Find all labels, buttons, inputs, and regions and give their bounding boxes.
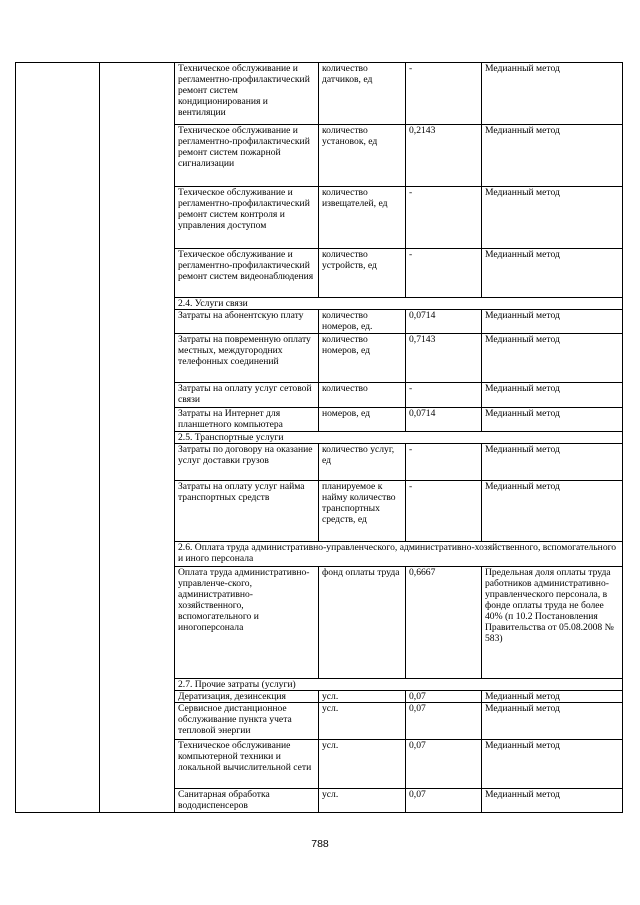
section-heading: 2.6. Оплата труда административно-управленческого, административно-хозяйственного, вспомогательного и иного персонала	[175, 542, 623, 567]
cost-name-cell: Затраты на оплату услуг сетовой связи	[175, 383, 319, 408]
unit-cell: количество услуг, ед	[319, 444, 406, 481]
value-cell: 0,6667	[406, 567, 482, 679]
method-cell: Предельная доля оплаты труда работников административно-управленческого персонала, в фонде оплаты труда не более 40% (п 10.2 Постановления Правительства от 05.08.2008 № 583)	[482, 567, 623, 679]
method-cell: Медианный метод	[482, 383, 623, 408]
cost-name-cell: Дератизация, дезинсекция	[175, 691, 319, 703]
method-cell: Медианный метод	[482, 481, 623, 542]
method-cell: Медианный метод	[482, 789, 623, 813]
unit-cell: усл.	[319, 691, 406, 703]
cost-name-cell: Техническое обслуживание и регламентно-профилактический ремонт систем пожарной сигнализации	[175, 125, 319, 187]
unit-cell: усл.	[319, 789, 406, 813]
value-cell: -	[406, 383, 482, 408]
section-heading: 2.5. Транспортные услуги	[175, 432, 623, 444]
value-cell: 0,0714	[406, 408, 482, 432]
method-cell: Медианный метод	[482, 125, 623, 187]
unit-cell: планируемое к найму количество транспортных средств, ед	[319, 481, 406, 542]
cost-name-cell: Затраты на оплату услуг найма транспортных средств	[175, 481, 319, 542]
method-cell: Медианный метод	[482, 249, 623, 298]
method-cell: Медианный метод	[482, 444, 623, 481]
blank-column-1	[16, 63, 100, 813]
value-cell: -	[406, 63, 482, 125]
value-cell: 0,2143	[406, 125, 482, 187]
method-cell: Медианный метод	[482, 703, 623, 740]
method-cell: Медианный метод	[482, 408, 623, 432]
method-cell: Медианный метод	[482, 310, 623, 334]
blank-column-2	[100, 63, 175, 813]
value-cell: 0,07	[406, 740, 482, 789]
value-cell: 0,0714	[406, 310, 482, 334]
page-number: 788	[311, 838, 329, 850]
cost-name-cell: Затраты по договору на оказание услуг доставки грузов	[175, 444, 319, 481]
cost-name-cell: Санитарная обработка вододиспенсеров	[175, 789, 319, 813]
method-cell: Медианный метод	[482, 187, 623, 249]
unit-cell: количество	[319, 383, 406, 408]
value-cell: 0,07	[406, 703, 482, 740]
value-cell: 0,07	[406, 789, 482, 813]
cost-name-cell: Техническое обслуживание и регламентно-профилактический ремонт систем кондиционирования и вентиляции	[175, 63, 319, 125]
unit-cell: количество номеров, ед.	[319, 310, 406, 334]
unit-cell: количество извещателей, ед	[319, 187, 406, 249]
value-cell: 0,07	[406, 691, 482, 703]
unit-cell: фонд оплаты труда	[319, 567, 406, 679]
cost-name-cell: Затраты на повременную оплату местных, междугородних телефонных соединений	[175, 334, 319, 383]
value-cell: -	[406, 249, 482, 298]
unit-cell: усл.	[319, 703, 406, 740]
cost-norms-table	[15, 62, 623, 813]
value-cell: -	[406, 481, 482, 542]
method-cell: Медианный метод	[482, 740, 623, 789]
cost-name-cell: Сервисное дистанционное обслуживание пункта учета тепловой энергии	[175, 703, 319, 740]
method-cell: Медианный метод	[482, 691, 623, 703]
section-heading: 2.4. Услуги связи	[175, 298, 623, 310]
value-cell: -	[406, 444, 482, 481]
cost-name-cell: Оплата труда административно-управленче-ского, административно-хозяйственного, вспомогательного и иногоперсонала	[175, 567, 319, 679]
unit-cell: количество устройств, ед	[319, 249, 406, 298]
unit-cell: номеров, ед	[319, 408, 406, 432]
table-row	[16, 63, 623, 125]
value-cell: 0,7143	[406, 334, 482, 383]
unit-cell: количество номеров, ед	[319, 334, 406, 383]
method-cell: Медианный метод	[482, 63, 623, 125]
cost-name-cell: Техническое обслуживание компьютерной техники и локальной вычислительной сети	[175, 740, 319, 789]
cost-name-cell: Техическое обслуживание и регламентно-профилактический ремонт систем видеонаблюдения	[175, 249, 319, 298]
unit-cell: количество установок, ед	[319, 125, 406, 187]
section-heading: 2.7. Прочие затраты (услуги)	[175, 679, 623, 691]
value-cell: -	[406, 187, 482, 249]
cost-name-cell: Затраты на абонентскую плату	[175, 310, 319, 334]
cost-name-cell: Техическое обслуживание и регламентно-профилактический ремонт систем контроля и управления доступом	[175, 187, 319, 249]
cost-name-cell: Затраты на Интернет для планшетного компьютера	[175, 408, 319, 432]
method-cell: Медианный метод	[482, 334, 623, 383]
unit-cell: усл.	[319, 740, 406, 789]
unit-cell: количество датчиков, ед	[319, 63, 406, 125]
